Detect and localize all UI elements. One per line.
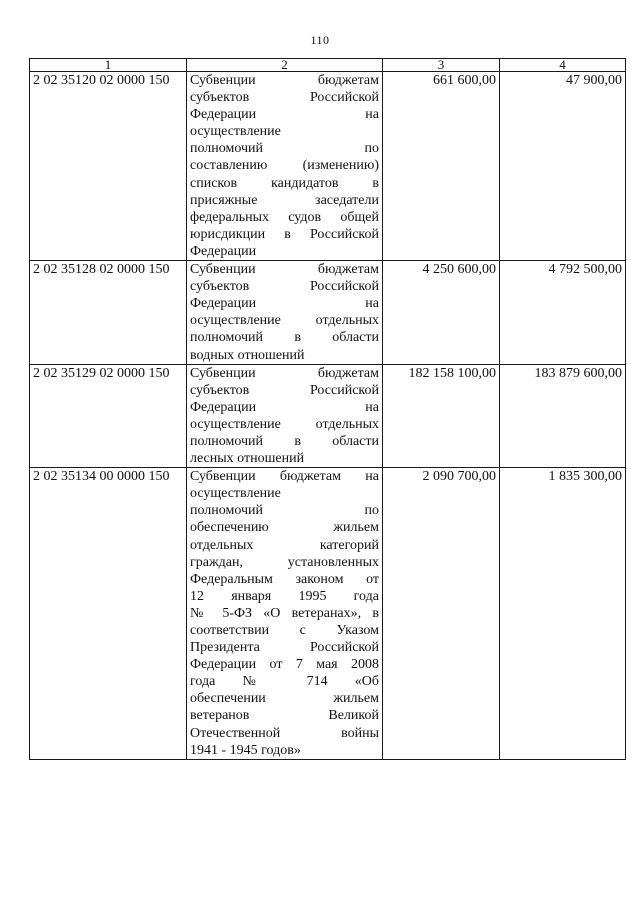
description-line: Президента Российской	[190, 640, 379, 656]
amount-column-3: 4 250 600,00	[383, 261, 500, 365]
description-line: водных отношений	[190, 347, 305, 363]
description-line: осуществление	[190, 486, 281, 502]
column-header-3: 3	[383, 59, 500, 72]
description-line: осуществление отдельных	[190, 313, 379, 329]
description-line: обеспечению жильем	[190, 520, 379, 536]
description-line: осуществление	[190, 124, 281, 140]
description-line: субъектов Российской	[190, 382, 379, 398]
column-header-4: 4	[500, 59, 626, 72]
description-line: Отечественной войны	[190, 725, 379, 741]
description-line: № 5-ФЗ «О ветеранах», в	[190, 605, 379, 621]
description-line: списков кандидатов в	[190, 175, 379, 191]
description-line: полномочий в области	[190, 330, 379, 346]
description-line: соответствии с Указом	[190, 623, 379, 638]
amount-column-4: 47 900,00	[500, 72, 626, 261]
budget-table	[29, 58, 626, 760]
amount-column-3: 2 090 700,00	[383, 468, 500, 760]
description-line: Федерации на	[190, 399, 379, 415]
description-line: Федеральным законом от	[190, 571, 379, 587]
amount-column-4: 4 792 500,00	[500, 261, 626, 365]
table-row	[30, 261, 626, 365]
description-line: составлению (изменению)	[190, 158, 379, 174]
description-line: Федерации на	[190, 107, 379, 123]
description-line: присяжные заседатели	[190, 192, 379, 208]
amount-column-4: 1 835 300,00	[500, 468, 626, 760]
description-line: Субвенции бюджетам	[190, 365, 379, 381]
description-line: ветеранов Великой	[190, 708, 379, 724]
description-line: Федерации от 7 мая 2008	[190, 657, 379, 673]
budget-code: 2 02 35128 02 0000 150	[30, 261, 187, 365]
description-line: Субвенции бюджетам на	[190, 469, 379, 485]
description-line: лесных отношений	[190, 451, 305, 467]
description-line: полномочий по	[190, 503, 379, 519]
table-row	[30, 468, 626, 760]
amount-column-3: 661 600,00	[383, 72, 500, 261]
description-line: юрисдикции в Российской	[190, 226, 379, 242]
description-line: осуществление отдельных	[190, 416, 379, 432]
description-line: федеральных судов общей	[190, 209, 379, 225]
description-line: года № 714 «Об	[190, 674, 379, 690]
amount-column-3: 182 158 100,00	[383, 364, 500, 468]
table-body	[30, 72, 626, 760]
table-row	[30, 364, 626, 468]
description-line: субъектов Российской	[190, 90, 379, 106]
header-row	[30, 59, 626, 72]
description-line: 1941 - 1945 годов»	[190, 742, 301, 758]
budget-code: 2 02 35134 00 0000 150	[30, 468, 187, 760]
row-description	[187, 468, 383, 760]
row-description	[187, 72, 383, 261]
column-header-2: 2	[187, 59, 383, 72]
page-number: 110	[310, 33, 330, 47]
budget-code: 2 02 35120 02 0000 150	[30, 72, 187, 261]
description-line: Федерации	[190, 243, 257, 259]
description-line: Федерации на	[190, 296, 379, 312]
description-line: полномочий в области	[190, 433, 379, 449]
row-description	[187, 364, 383, 468]
description-line: Субвенции бюджетам	[190, 73, 379, 88]
description-line: субъектов Российской	[190, 279, 379, 295]
table-header	[30, 59, 626, 72]
table-row	[30, 72, 626, 261]
description-line: Субвенции бюджетам	[190, 262, 379, 278]
description-line: 12 января 1995 года	[190, 588, 379, 604]
amount-column-4: 183 879 600,00	[500, 364, 626, 468]
description-line: полномочий по	[190, 141, 379, 157]
description-line: обеспечении жильем	[190, 691, 379, 707]
row-description	[187, 261, 383, 365]
budget-code: 2 02 35129 02 0000 150	[30, 364, 187, 468]
column-header-1: 1	[30, 59, 187, 72]
description-line: граждан, установленных	[190, 554, 379, 570]
description-line: отдельных категорий	[190, 537, 379, 553]
